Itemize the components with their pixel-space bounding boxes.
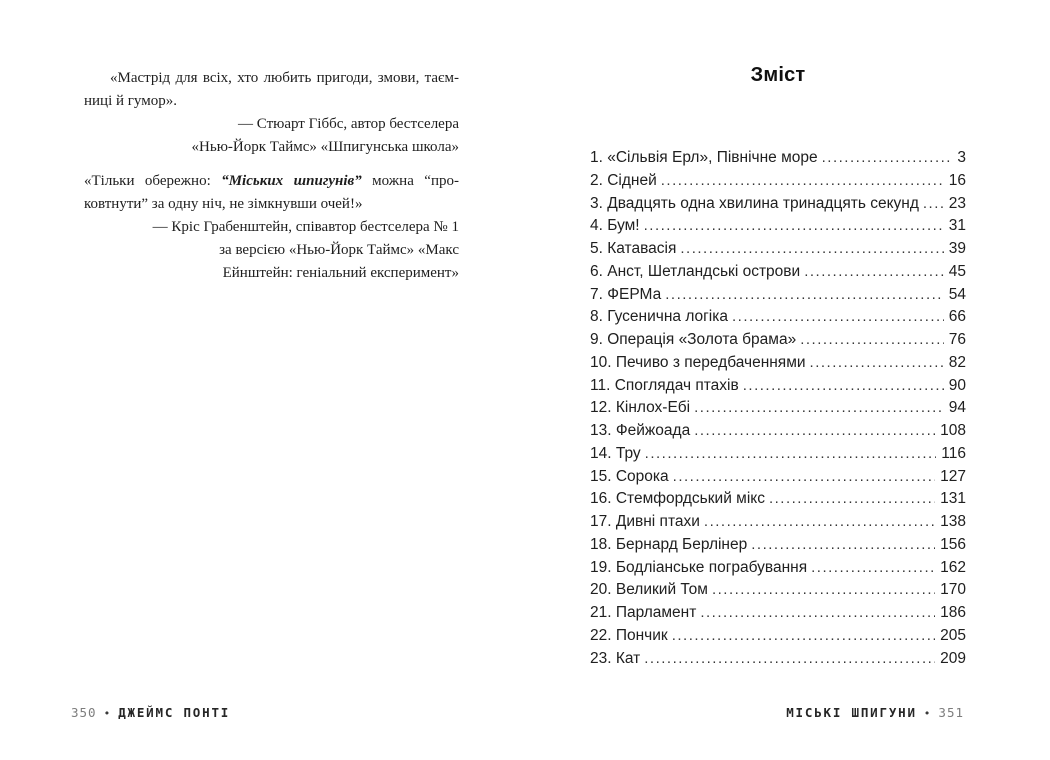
toc-entry-label: 7. ФЕРМа — [590, 285, 662, 303]
toc-entry — [590, 534, 966, 557]
toc-entry-page: 66 — [948, 308, 966, 326]
toc-dot-leader — [661, 170, 944, 193]
toc-entry-page: 39 — [948, 240, 966, 257]
book-title-emphasis: “Міських шпигунів” — [221, 173, 362, 189]
toc-entry-label: 19. Бодліанське пограбування — [590, 558, 808, 576]
toc-entry-label: 5. Катавасія — [590, 240, 677, 257]
quote-text-segment: «Тільки обережно: — [84, 173, 222, 189]
toc-dot-leader — [822, 147, 953, 170]
toc-entry — [590, 579, 966, 602]
toc-entry — [590, 466, 966, 489]
toc-dot-leader — [811, 557, 935, 580]
toc-entry-label: 12. Кінлох-Ебі — [590, 399, 691, 417]
toc-dot-leader — [665, 284, 944, 307]
toc-entry — [590, 648, 966, 671]
toc-entry — [590, 306, 966, 329]
toc-dot-leader — [704, 511, 935, 534]
toc-dot-leader — [645, 443, 937, 466]
toc-entry-page: 186 — [940, 604, 966, 621]
toc-entry-label: 9. Операція «Золота брама» — [590, 331, 797, 348]
toc-dot-leader — [743, 375, 944, 398]
toc-dot-leader — [694, 420, 935, 443]
toc-entry — [590, 557, 966, 580]
toc-entry — [590, 352, 966, 375]
toc-entry — [590, 329, 966, 352]
toc-entry — [590, 375, 966, 398]
toc-entry — [590, 488, 966, 511]
quote-spacer — [84, 159, 459, 170]
toc-entry-page: 76 — [948, 331, 966, 348]
page-number: 350 — [71, 705, 97, 720]
toc-entry — [590, 170, 966, 193]
right-page-footer — [786, 705, 964, 720]
toc-list — [590, 147, 966, 670]
toc-entry-page: 45 — [948, 262, 966, 280]
footer-bullet-separator: • — [923, 707, 932, 720]
toc-entry-page: 3 — [957, 149, 966, 166]
toc-entry — [590, 284, 966, 307]
quote-attribution-line: «Нью-Йорк Таймс» «Шпигунська школа» — [191, 139, 459, 155]
toc-entry — [590, 602, 966, 625]
toc-dot-leader — [680, 238, 943, 261]
toc-dot-leader — [644, 648, 935, 671]
toc-entry-label: 22. Пончик — [590, 626, 668, 644]
toc-dot-leader — [694, 397, 944, 420]
toc-dot-leader — [672, 625, 935, 648]
toc-entry — [590, 193, 966, 216]
toc-entry-label: 3. Двадцять одна хвилина тринадцять секунд — [590, 194, 919, 212]
toc-entry-label: 13. Фейжоада — [590, 422, 691, 439]
page-number: 351 — [938, 705, 964, 720]
toc-entry-label: 2. Сідней — [590, 171, 657, 189]
toc-entry — [590, 215, 966, 238]
toc-entry-page: 116 — [941, 444, 966, 462]
toc-entry — [590, 443, 966, 466]
toc-entry — [590, 261, 966, 284]
toc-entry-label: 14. Тру — [590, 444, 641, 462]
toc-entry-page: 138 — [940, 513, 966, 530]
toc-entry-page: 170 — [940, 581, 966, 599]
toc-entry-page: 31 — [948, 217, 966, 235]
toc-dot-leader — [769, 488, 935, 511]
quote-text-line: «Мастрід для всіх, хто любить пригоди, змови, таєм- — [110, 70, 459, 86]
toc-entry-page: 108 — [940, 422, 966, 439]
toc-dot-leader — [804, 261, 944, 284]
toc-entry-label: 4. Бум! — [590, 217, 640, 235]
toc-entry-page: 94 — [948, 399, 966, 417]
toc-entry — [590, 397, 966, 420]
praise-quotes-block — [84, 67, 459, 285]
quote-text-line — [84, 170, 459, 193]
toc-entry-label: 23. Кат — [590, 649, 641, 667]
toc-entry-label: 1. «Сільвія Ерл», Північне море — [590, 149, 818, 166]
toc-dot-leader — [673, 466, 935, 489]
toc-entry-label: 16. Стемфордський мікс — [590, 490, 765, 508]
toc-heading: Зміст — [750, 64, 806, 86]
quote-attribution-line: Ейнштейн: геніальний експеримент» — [222, 265, 459, 281]
quote-attribution-line: — Кріс Грабенштейн, співавтор бестселера № 1 — [152, 219, 459, 235]
toc-dot-leader — [751, 534, 935, 557]
toc-entry-label: 11. Споглядач птахів — [590, 376, 739, 394]
toc-entry-label: 17. Дивні птахи — [590, 513, 700, 530]
toc-entry-page: 127 — [940, 467, 966, 485]
toc-entry — [590, 238, 966, 261]
toc-entry-page: 209 — [940, 649, 966, 667]
toc-entry-page: 54 — [948, 285, 966, 303]
toc-dot-leader — [800, 329, 944, 352]
toc-entry-label: 21. Парламент — [590, 604, 697, 621]
quote-text-line: ковтнути” за одну ніч, не зімкнувши очей!» — [84, 196, 363, 212]
toc-entry — [590, 420, 966, 443]
toc-entry-page: 162 — [940, 558, 966, 576]
toc-entry-page: 156 — [940, 535, 966, 553]
praise-quote-2 — [84, 170, 459, 285]
toc-entry-label: 18. Бернард Берлінер — [590, 535, 748, 553]
toc-entry-page: 82 — [948, 353, 966, 371]
footer-bullet-separator: • — [103, 707, 112, 720]
toc-dot-leader — [712, 579, 935, 602]
running-author-name: ДЖЕЙМС ПОНТІ — [118, 705, 231, 720]
toc-entry-label: 8. Гусенична логіка — [590, 308, 728, 326]
toc-dot-leader — [923, 193, 944, 216]
toc-entry-page: 205 — [940, 626, 966, 644]
toc-entry-label: 15. Сорока — [590, 467, 669, 485]
toc-entry — [590, 625, 966, 648]
toc-entry-label: 6. Анст, Шетландські острови — [590, 262, 801, 280]
praise-quote-1 — [84, 67, 459, 159]
toc-entry-page: 90 — [948, 376, 966, 394]
quote-text-line: ниці й гумор». — [84, 93, 177, 109]
toc-entry — [590, 147, 966, 170]
toc-entry-label: 20. Великий Том — [590, 581, 708, 599]
quote-text-segment: можна “про- — [361, 173, 459, 189]
toc-entry-label: 10. Печиво з передбаченнями — [590, 353, 806, 371]
toc-dot-leader — [644, 215, 944, 238]
running-book-title: МІСЬКІ ШПИГУНИ — [786, 705, 917, 720]
toc-dot-leader — [700, 602, 935, 625]
toc-entry-page: 16 — [948, 171, 966, 189]
toc-dot-leader — [810, 352, 944, 375]
quote-attribution-line: — Стюарт Гіббс, автор бестселера — [238, 116, 459, 132]
toc-entry — [590, 511, 966, 534]
toc-dot-leader — [732, 306, 944, 329]
toc-entry-page: 131 — [940, 490, 966, 508]
quote-attribution-line: за версією «Нью-Йорк Таймс» «Макс — [219, 242, 459, 258]
left-page-footer — [71, 705, 230, 720]
toc-entry-page: 23 — [948, 194, 966, 212]
